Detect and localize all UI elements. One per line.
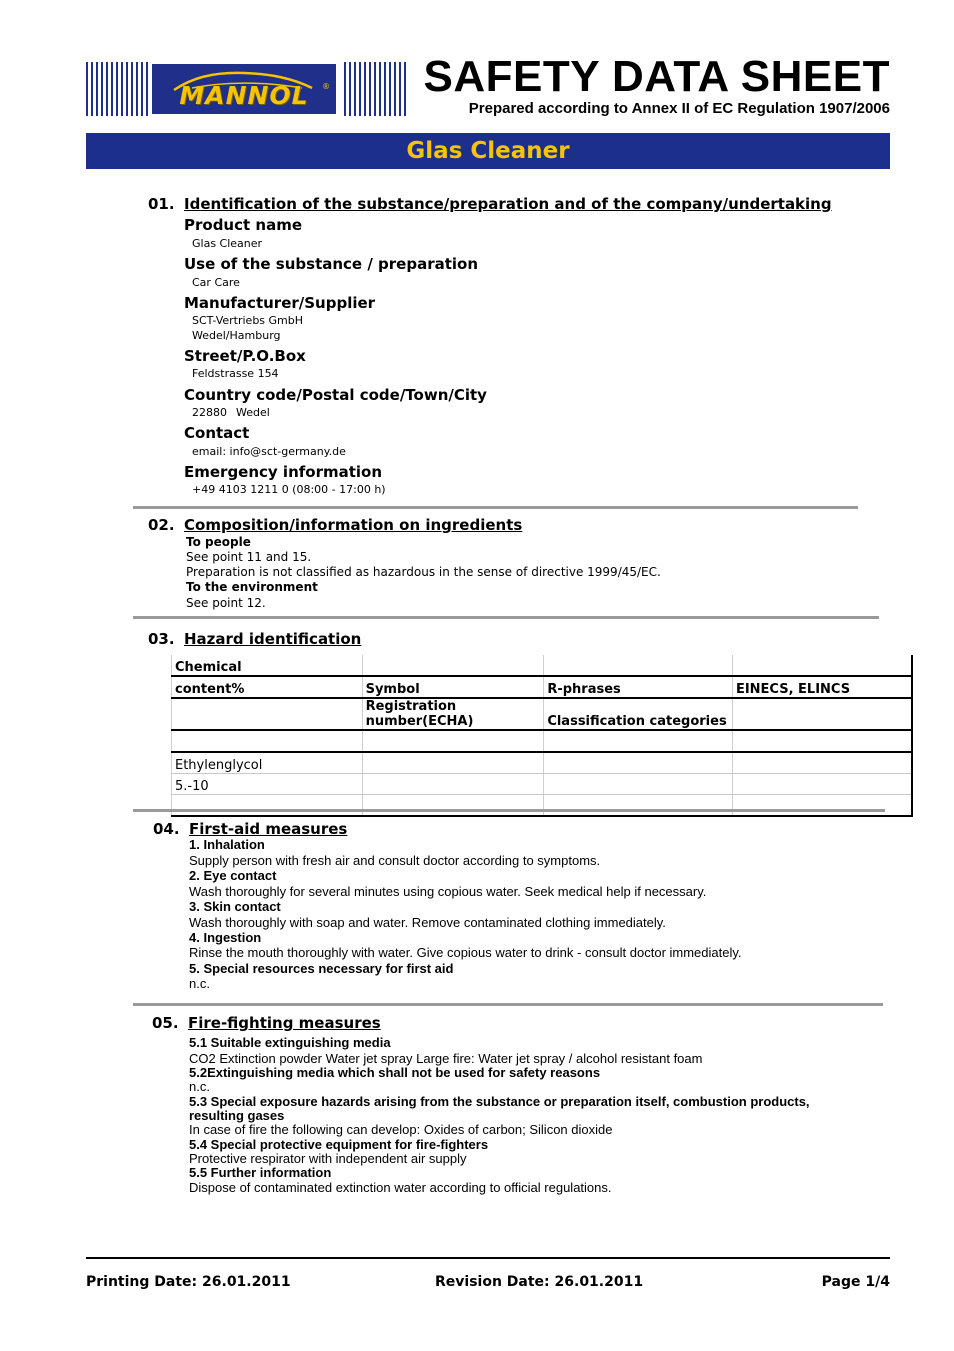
body-text: Rinse the mouth thoroughly with water. Give copious water to drink - consult doctor immediately. [189, 945, 742, 960]
subheading: 5.3 Special exposure hazards arising from the substance or preparation itself, combustion products, [189, 1094, 810, 1109]
body-text: Wash thoroughly with soap and water. Remove contaminated clothing immediately. [189, 915, 666, 930]
body-text: CO2 Extinction powder Water jet spray Large fire: Water jet spray / alcohol resistant foam [189, 1051, 703, 1066]
table-cell [544, 752, 733, 774]
logo-wordmark: MANNOL [179, 81, 309, 110]
body-text: Preparation is not classified as hazardous in the sense of directive 1999/45/EC. [186, 565, 661, 579]
body-text: Supply person with fresh air and consult doctor according to symptoms. [189, 853, 601, 868]
table-cell [732, 752, 912, 774]
field-heading: Product name [184, 216, 303, 234]
section-number: 04. [153, 820, 180, 838]
table-header-cell: content% [172, 676, 363, 698]
section-title: Composition/information on ingredients [184, 516, 523, 534]
logo-plate [152, 64, 336, 114]
table-cell [732, 795, 912, 817]
field-value: +49 4103 1211 0 (08:00 - 17:00 h) [192, 483, 386, 496]
field-value-postal: 22880 [192, 406, 227, 419]
subheading: 5.4 Special protective equipment for fire-fighters [189, 1137, 489, 1152]
table-header-cell: Chemical [172, 655, 363, 676]
mannol-logo [86, 62, 406, 116]
section-divider [133, 809, 885, 812]
product-banner [86, 133, 890, 169]
field-value: SCT-Vertriebs GmbH [192, 314, 304, 327]
body-text: n.c. [189, 1079, 210, 1094]
hazard-table [171, 655, 913, 817]
field-value: Car Care [192, 276, 240, 289]
subheading: To the environment [186, 580, 318, 594]
section-title: First-aid measures [189, 820, 348, 838]
table-header-cell: Registration number(ECHA) [362, 698, 544, 730]
subheading: resulting gases [189, 1108, 285, 1123]
subheading: 5.2Extinguishing media which shall not be used for safety reasons [189, 1065, 601, 1080]
section-title: Fire-fighting measures [188, 1014, 381, 1032]
table-cell: Ethylenglycol [172, 752, 363, 774]
table-cell [172, 730, 363, 752]
table-header-cell: Classification categories [544, 698, 733, 730]
body-text: See point 12. [186, 596, 266, 610]
logo-stripes-right [344, 62, 406, 116]
table-cell [732, 655, 912, 676]
logo-stripes-left [86, 62, 148, 116]
subheading: 3. Skin contact [189, 899, 281, 914]
printing-date: Printing Date: 26.01.2011 [86, 1274, 291, 1290]
table-cell [544, 795, 733, 817]
product-banner-title: Glas Cleaner [406, 138, 570, 164]
field-heading: Use of the substance / preparation [184, 255, 479, 273]
document-subtitle: Prepared according to Annex II of EC Regulation 1907/2006 [468, 100, 890, 117]
body-text: See point 11 and 15. [186, 550, 312, 564]
subheading: 2. Eye contact [189, 868, 277, 883]
section-divider [133, 1003, 883, 1006]
subheading: To people [186, 535, 251, 549]
body-text: In case of fire the following can develop: Oxides of carbon; Silicon dioxide [189, 1122, 613, 1137]
section-title: Identification of the substance/preparation and of the company/undertaking [184, 195, 832, 213]
registered-mark-icon: ® [322, 82, 330, 91]
table-header-cell: EINECS, ELINCS [732, 676, 912, 698]
table-cell [732, 774, 912, 795]
section-divider [133, 506, 858, 509]
table-cell [544, 774, 733, 795]
subheading: 5.1 Suitable extinguishing media [189, 1035, 391, 1050]
table-cell: 5.-10 [172, 774, 363, 795]
section-divider [133, 616, 879, 619]
field-heading: Emergency information [184, 463, 383, 481]
table-cell [362, 795, 544, 817]
table-cell [732, 730, 912, 752]
table-cell [732, 698, 912, 730]
section-number: 03. [148, 630, 175, 648]
field-value: email: info@sct-germany.de [192, 445, 346, 458]
table-cell [172, 795, 363, 817]
section-title: Hazard identification [184, 630, 362, 648]
revision-date: Revision Date: 26.01.2011 [435, 1274, 644, 1290]
body-text: Protective respirator with independent air supply [189, 1151, 467, 1166]
section-number: 01. [148, 195, 175, 213]
table-cell [362, 730, 544, 752]
table-header-cell: R-phrases [544, 676, 733, 698]
subheading: 4. Ingestion [189, 930, 262, 945]
section-number: 05. [152, 1014, 179, 1032]
table-header-cell: Symbol [362, 676, 544, 698]
field-value: Glas Cleaner [192, 237, 263, 250]
subheading: 1. Inhalation [189, 837, 265, 852]
body-text: Wash thoroughly for several minutes using copious water. Seek medical help if necessary. [189, 884, 707, 899]
table-cell [362, 752, 544, 774]
subheading: 5. Special resources necessary for first aid [189, 961, 454, 976]
field-heading: Contact [184, 424, 250, 442]
field-value: Feldstrasse 154 [192, 367, 279, 380]
field-heading: Street/P.O.Box [184, 347, 306, 365]
subheading: 5.5 Further information [189, 1165, 332, 1180]
body-text: Dispose of contaminated extinction water according to official regulations. [189, 1180, 612, 1195]
field-value-city: Wedel [236, 406, 270, 419]
document-title: SAFETY DATA SHEET [423, 52, 890, 101]
section-number: 02. [148, 516, 175, 534]
table-cell [544, 730, 733, 752]
body-text: n.c. [189, 976, 210, 991]
field-heading: Manufacturer/Supplier [184, 294, 376, 312]
table-cell [544, 655, 733, 676]
table-cell [362, 774, 544, 795]
field-heading: Country code/Postal code/Town/City [184, 386, 487, 404]
table-cell [362, 655, 544, 676]
page-number: Page 1/4 [821, 1274, 890, 1290]
field-value: Wedel/Hamburg [192, 329, 281, 342]
table-cell [172, 698, 363, 730]
footer-divider [86, 1257, 890, 1259]
